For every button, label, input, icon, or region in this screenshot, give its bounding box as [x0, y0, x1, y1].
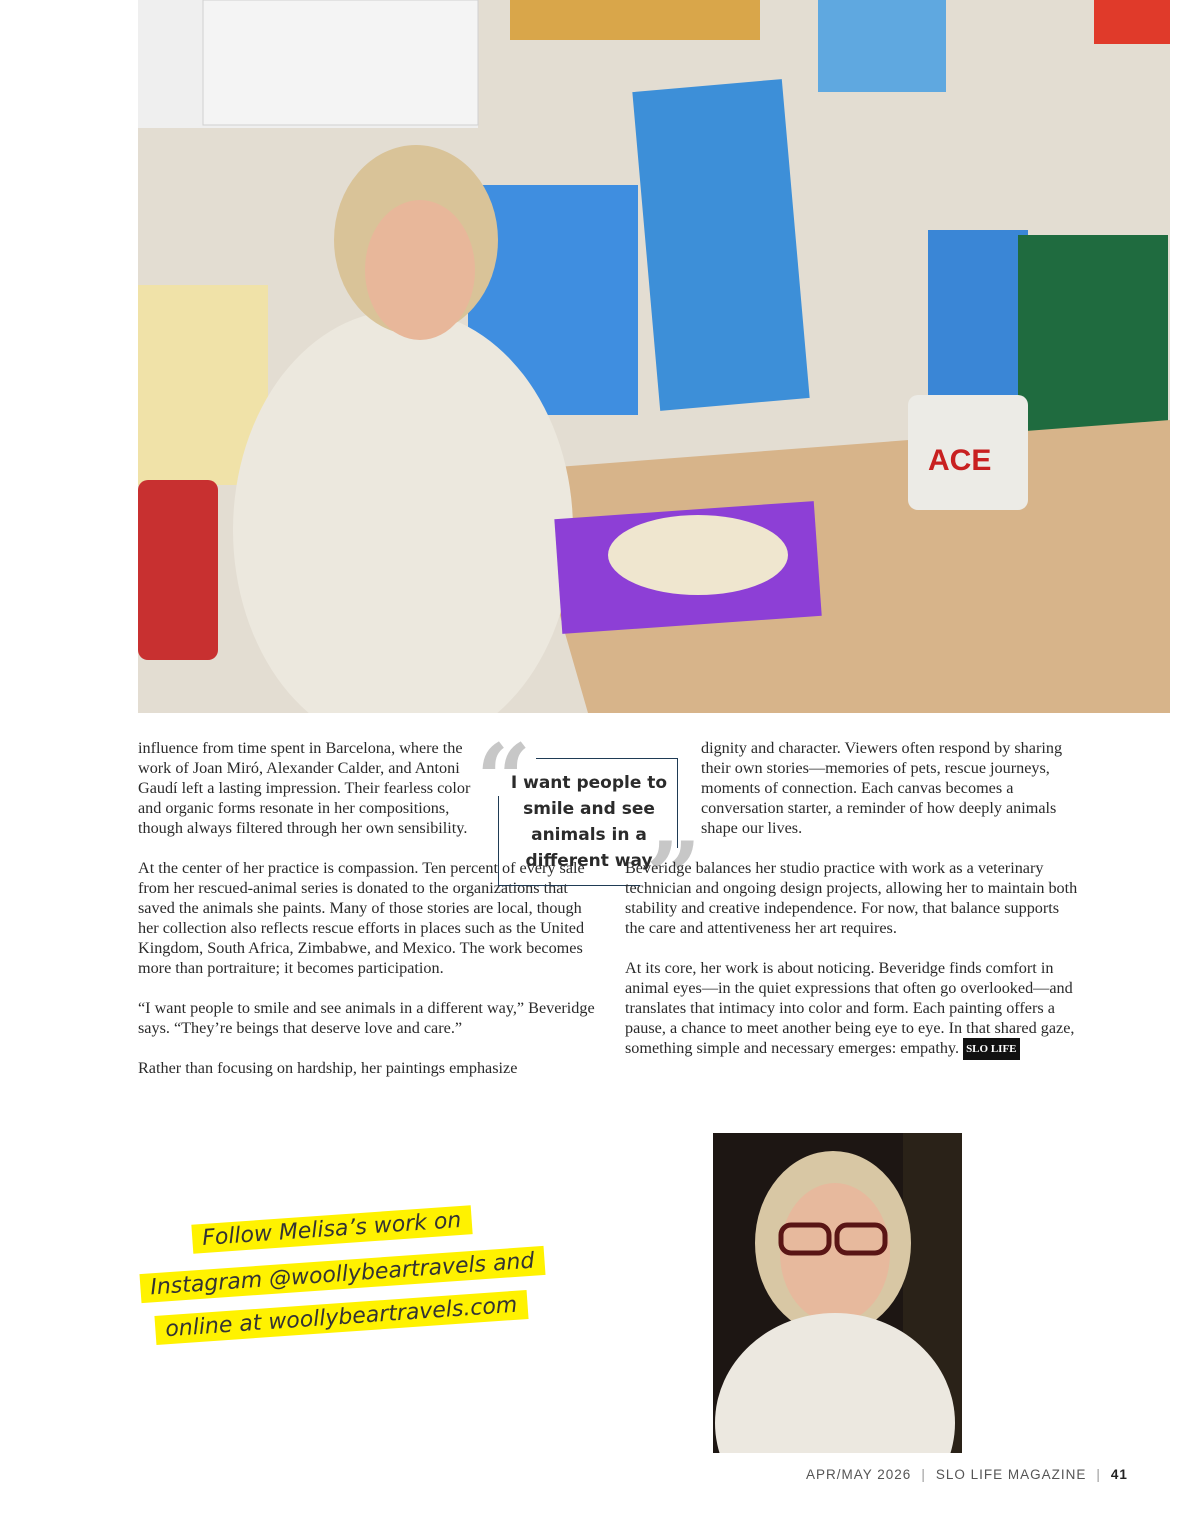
studio-illustration	[138, 0, 1170, 713]
magazine-name: SLO LIFE MAGAZINE	[935, 1467, 1087, 1482]
footer-separator: |	[921, 1467, 926, 1482]
callout-line-2: Instagram @woollybeartravels and	[139, 1246, 545, 1303]
callout-line-1: Follow Melisa’s work on	[191, 1205, 472, 1253]
callout-line-3: online at woollybeartravels.com	[154, 1290, 528, 1345]
portrait-illustration	[713, 1133, 962, 1453]
paragraph: Rather than focusing on hardship, her paintings emphasize	[138, 1059, 518, 1077]
footer-separator: |	[1096, 1467, 1101, 1482]
paragraph-text: At its core, her work is about noticing. Beveridge finds comfort in animal eyes—in the quiet expressions that often go overlooked—and translates that intimacy into color and form. Each painting offers a pause, a chance to meet another being eye to eye. In that shared gaze, something simple and necessary emerges: empathy.	[625, 959, 1075, 1057]
paragraph	[625, 958, 1080, 1060]
paragraph	[625, 858, 1080, 938]
issue-date: APR/MAY 2026	[806, 1467, 912, 1482]
hero-photo	[138, 0, 1170, 713]
close-quote-icon: ”	[646, 821, 702, 934]
paragraph: At the center of her practice is compassion. Ten percent of every sale from her rescued-animal series is donated to the organizations that saved the animals she paints. Many of those stories are local, though her collection also reflects rescue efforts in places such as the United Kingdom, South Africa, Zimbabwe, and Mexico. The work becomes more than portraiture; it becomes participation.	[138, 859, 585, 977]
paragraph: “I want people to smile and see animals in a different way,” Beveridge says. “They’re beings that deserve love and care.”	[138, 999, 595, 1037]
svg-text:ACE: ACE	[928, 444, 992, 477]
portrait-photo	[713, 1133, 962, 1453]
slo-life-end-badge: SLO LIFE	[963, 1038, 1019, 1060]
article-right-column	[625, 738, 1080, 1080]
paragraph-text: Beveridge balances her studio practice with work as a veterinary technician and ongoing design projects, allowing her to maintain both stability and creative independence. For now, that balance supports the care and attentiveness her art requires.	[625, 859, 1078, 937]
pull-quote-text: I want people to smile and see animals in a different way	[510, 773, 668, 871]
page-footer	[806, 1467, 1128, 1482]
paragraph: dignity and character. Viewers often respond by sharing their own stories—memories of pets, rescue journeys, moments of connection. Each canvas becomes a conversation starter, a reminder of how deeply animals shape our lives.	[701, 739, 1063, 837]
open-quote-icon: “	[476, 723, 532, 836]
paragraph: influence from time spent in Barcelona, where the work of Joan Miró, Alexander Calder, and Antoni Gaudí left a lasting impression. Their fearless color and organic forms resonate in her compositions, though always filtered through her own sensibility.	[138, 739, 471, 837]
page-number: 41	[1110, 1467, 1128, 1482]
